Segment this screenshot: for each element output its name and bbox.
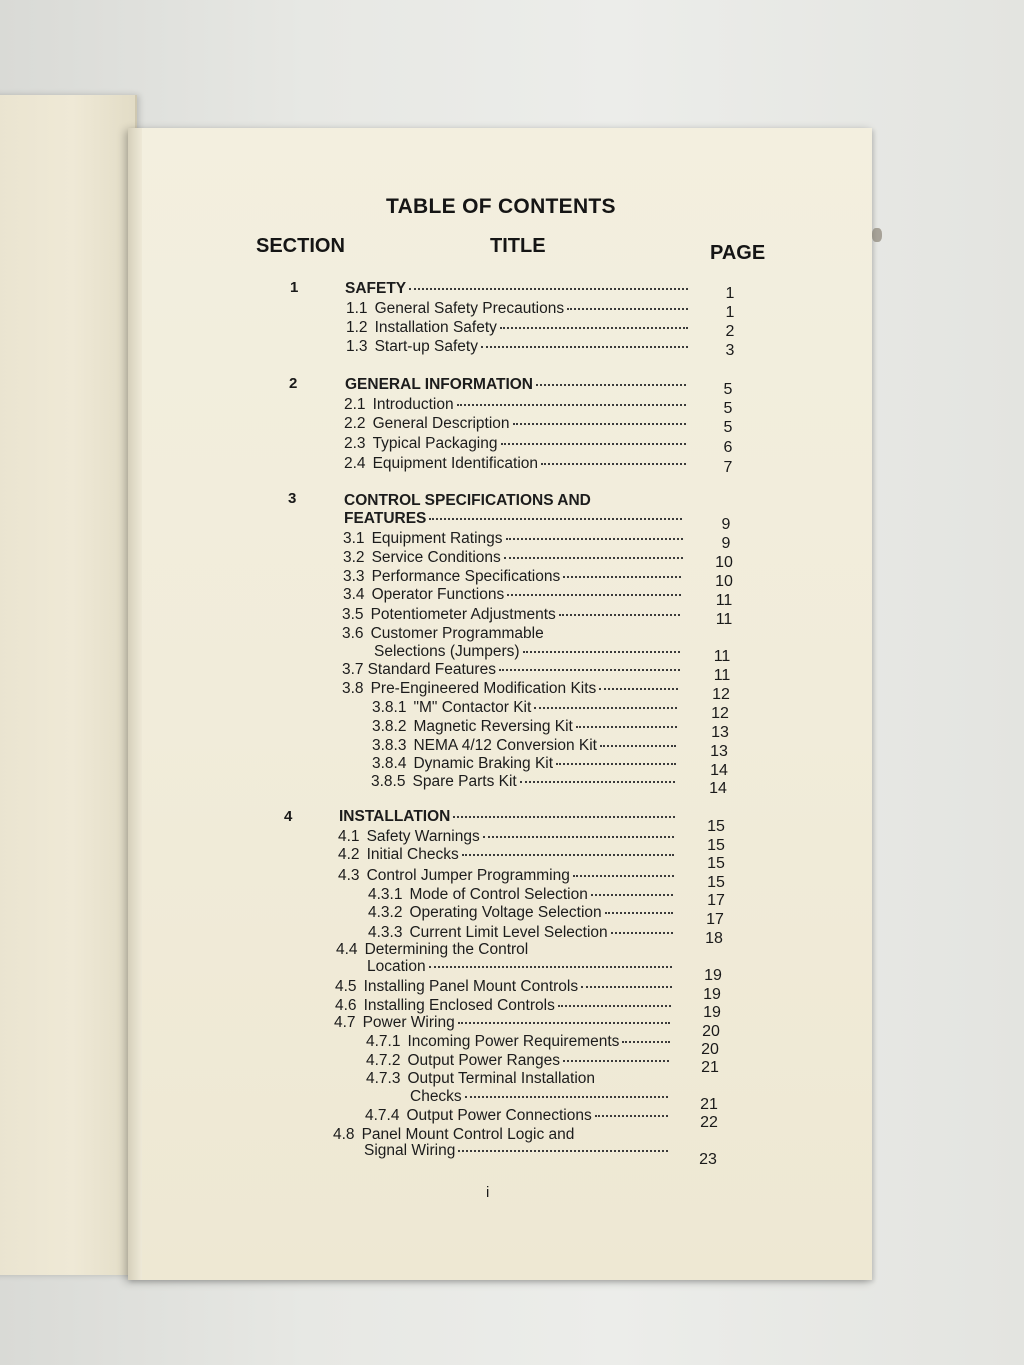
toc-entry: 3.8.4 Dynamic Braking Kit <box>372 755 676 773</box>
page-number: 14 <box>709 780 727 797</box>
toc-entry: 4.3.1 Mode of Control Selection <box>368 886 673 904</box>
toc-entry: 4.7.3 Output Terminal Installation <box>366 1070 596 1087</box>
toc-entry: 4.8 Panel Mount Control Logic and <box>333 1126 575 1143</box>
page-number: 2 <box>725 323 735 340</box>
toc-entry: 4.3.2 Operating Voltage Selection <box>368 904 673 922</box>
toc-entry-continued: Location <box>367 958 672 976</box>
page-number: 12 <box>712 686 730 703</box>
section-number: 4 <box>284 808 293 825</box>
toc-entry: 3.5 Potentiometer Adjustments <box>342 606 680 624</box>
page-number: 11 <box>713 648 731 665</box>
toc-entry: 1.2 Installation Safety <box>346 319 688 337</box>
toc-entry-features: FEATURES <box>344 510 682 528</box>
toc-entry: 4.4 Determining the Control <box>336 941 529 958</box>
toc-entry: 3.1 Equipment Ratings <box>343 530 683 548</box>
page-number: 1 <box>725 285 735 302</box>
toc-entry: 3.8.2 Magnetic Reversing Kit <box>372 718 677 736</box>
section-header: SECTION <box>256 235 345 257</box>
toc-entry: 4.5 Installing Panel Mount Controls <box>335 978 672 996</box>
page-number: 19 <box>703 1004 721 1021</box>
page-number: 5 <box>723 419 733 436</box>
toc-entry-safety: SAFETY <box>345 280 688 298</box>
page-number: 9 <box>721 535 731 552</box>
page-number: 19 <box>704 967 722 984</box>
page-number: 14 <box>710 762 728 779</box>
page-number: 7 <box>723 459 733 476</box>
page-number: 20 <box>701 1041 719 1058</box>
toc-entry: 3.3 Performance Specifications <box>343 568 681 586</box>
page-number: 17 <box>706 911 724 928</box>
section-number: 3 <box>288 490 297 507</box>
page-number: 19 <box>703 986 721 1003</box>
toc-title: TABLE OF CONTENTS <box>386 195 616 218</box>
toc-entry: 2.1 Introduction <box>344 396 686 414</box>
toc-entry: 4.6 Installing Enclosed Controls <box>335 997 671 1015</box>
toc-entry: 2.4 Equipment Identification <box>344 455 686 473</box>
page-number: 11 <box>713 667 731 684</box>
page-number: 10 <box>715 554 733 571</box>
toc-entry: 4.7.4 Output Power Connections <box>365 1107 668 1125</box>
toc-entry: 3.4 Operator Functions <box>343 586 681 604</box>
section-number: 1 <box>290 279 299 296</box>
page-number: 13 <box>711 724 729 741</box>
toc-entry: 3.8.5 Spare Parts Kit <box>371 773 675 791</box>
toc-entry-control-specs: CONTROL SPECIFICATIONS AND <box>344 492 591 509</box>
page-number: 11 <box>715 611 733 628</box>
toc-entry: 1.1 General Safety Precautions <box>346 300 688 318</box>
toc-entry: 3.2 Service Conditions <box>343 549 683 567</box>
toc-entry: 2.2 General Description <box>344 415 686 433</box>
toc-entry: 3.8 Pre-Engineered Modification Kits <box>342 680 678 698</box>
toc-entry-continued: Checks <box>410 1088 668 1106</box>
page-number: 20 <box>702 1023 720 1040</box>
page-binding-edge <box>128 128 142 1280</box>
toc-entry: 4.3 Control Jumper Programming <box>338 867 674 885</box>
toc-entry: 1.3 Start-up Safety <box>346 338 688 356</box>
page-number: 6 <box>723 439 733 456</box>
page-number: 5 <box>723 400 733 417</box>
page-number: 21 <box>700 1096 718 1113</box>
paper-stain <box>872 228 882 242</box>
toc-entry-continued: Selections (Jumpers) <box>374 643 680 661</box>
page-number: 13 <box>710 743 728 760</box>
page-number: 15 <box>707 818 725 835</box>
page-number: 15 <box>707 874 725 891</box>
toc-entry: 2.3 Typical Packaging <box>344 435 686 453</box>
toc-entry: 3.6 Customer Programmable <box>342 625 544 642</box>
toc-entry-installation: INSTALLATION <box>339 808 675 826</box>
page-number: 12 <box>711 705 729 722</box>
toc-entry: 4.2 Initial Checks <box>338 846 674 864</box>
toc-entry: 4.1 Safety Warnings <box>338 828 674 846</box>
section-number: 2 <box>289 375 298 392</box>
page-number: 21 <box>701 1059 719 1076</box>
page-number: 22 <box>700 1114 718 1131</box>
page-number: 3 <box>725 342 735 359</box>
page-number: 15 <box>707 837 725 854</box>
page-number: 11 <box>715 592 733 609</box>
page-number: 15 <box>707 855 725 872</box>
toc-entry: 4.7.2 Output Power Ranges <box>366 1052 669 1070</box>
toc-entry-continued: Signal Wiring <box>364 1142 668 1160</box>
title-header: TITLE <box>490 235 546 257</box>
toc-entry: 4.3.3 Current Limit Level Selection <box>368 924 673 942</box>
toc-entry: 4.7 Power Wiring <box>334 1014 670 1032</box>
toc-entry: 3.7 Standard Features <box>342 661 680 679</box>
page-number: 9 <box>721 516 731 533</box>
page-footer-number: i <box>486 1184 490 1201</box>
page-number: 17 <box>707 892 725 909</box>
left-page <box>0 95 137 1275</box>
toc-entry-general-information: GENERAL INFORMATION <box>345 376 686 394</box>
page-number: 18 <box>705 930 723 947</box>
page-number: 10 <box>715 573 733 590</box>
page-number: 5 <box>723 381 733 398</box>
page-number: 1 <box>725 304 735 321</box>
page-number: 23 <box>699 1151 717 1168</box>
toc-entry: 3.8.1 "M" Contactor Kit <box>372 699 677 717</box>
toc-entry: 4.7.1 Incoming Power Requirements <box>366 1033 670 1051</box>
page-header: PAGE <box>710 242 766 264</box>
toc-entry: 3.8.3 NEMA 4/12 Conversion Kit <box>372 737 676 755</box>
